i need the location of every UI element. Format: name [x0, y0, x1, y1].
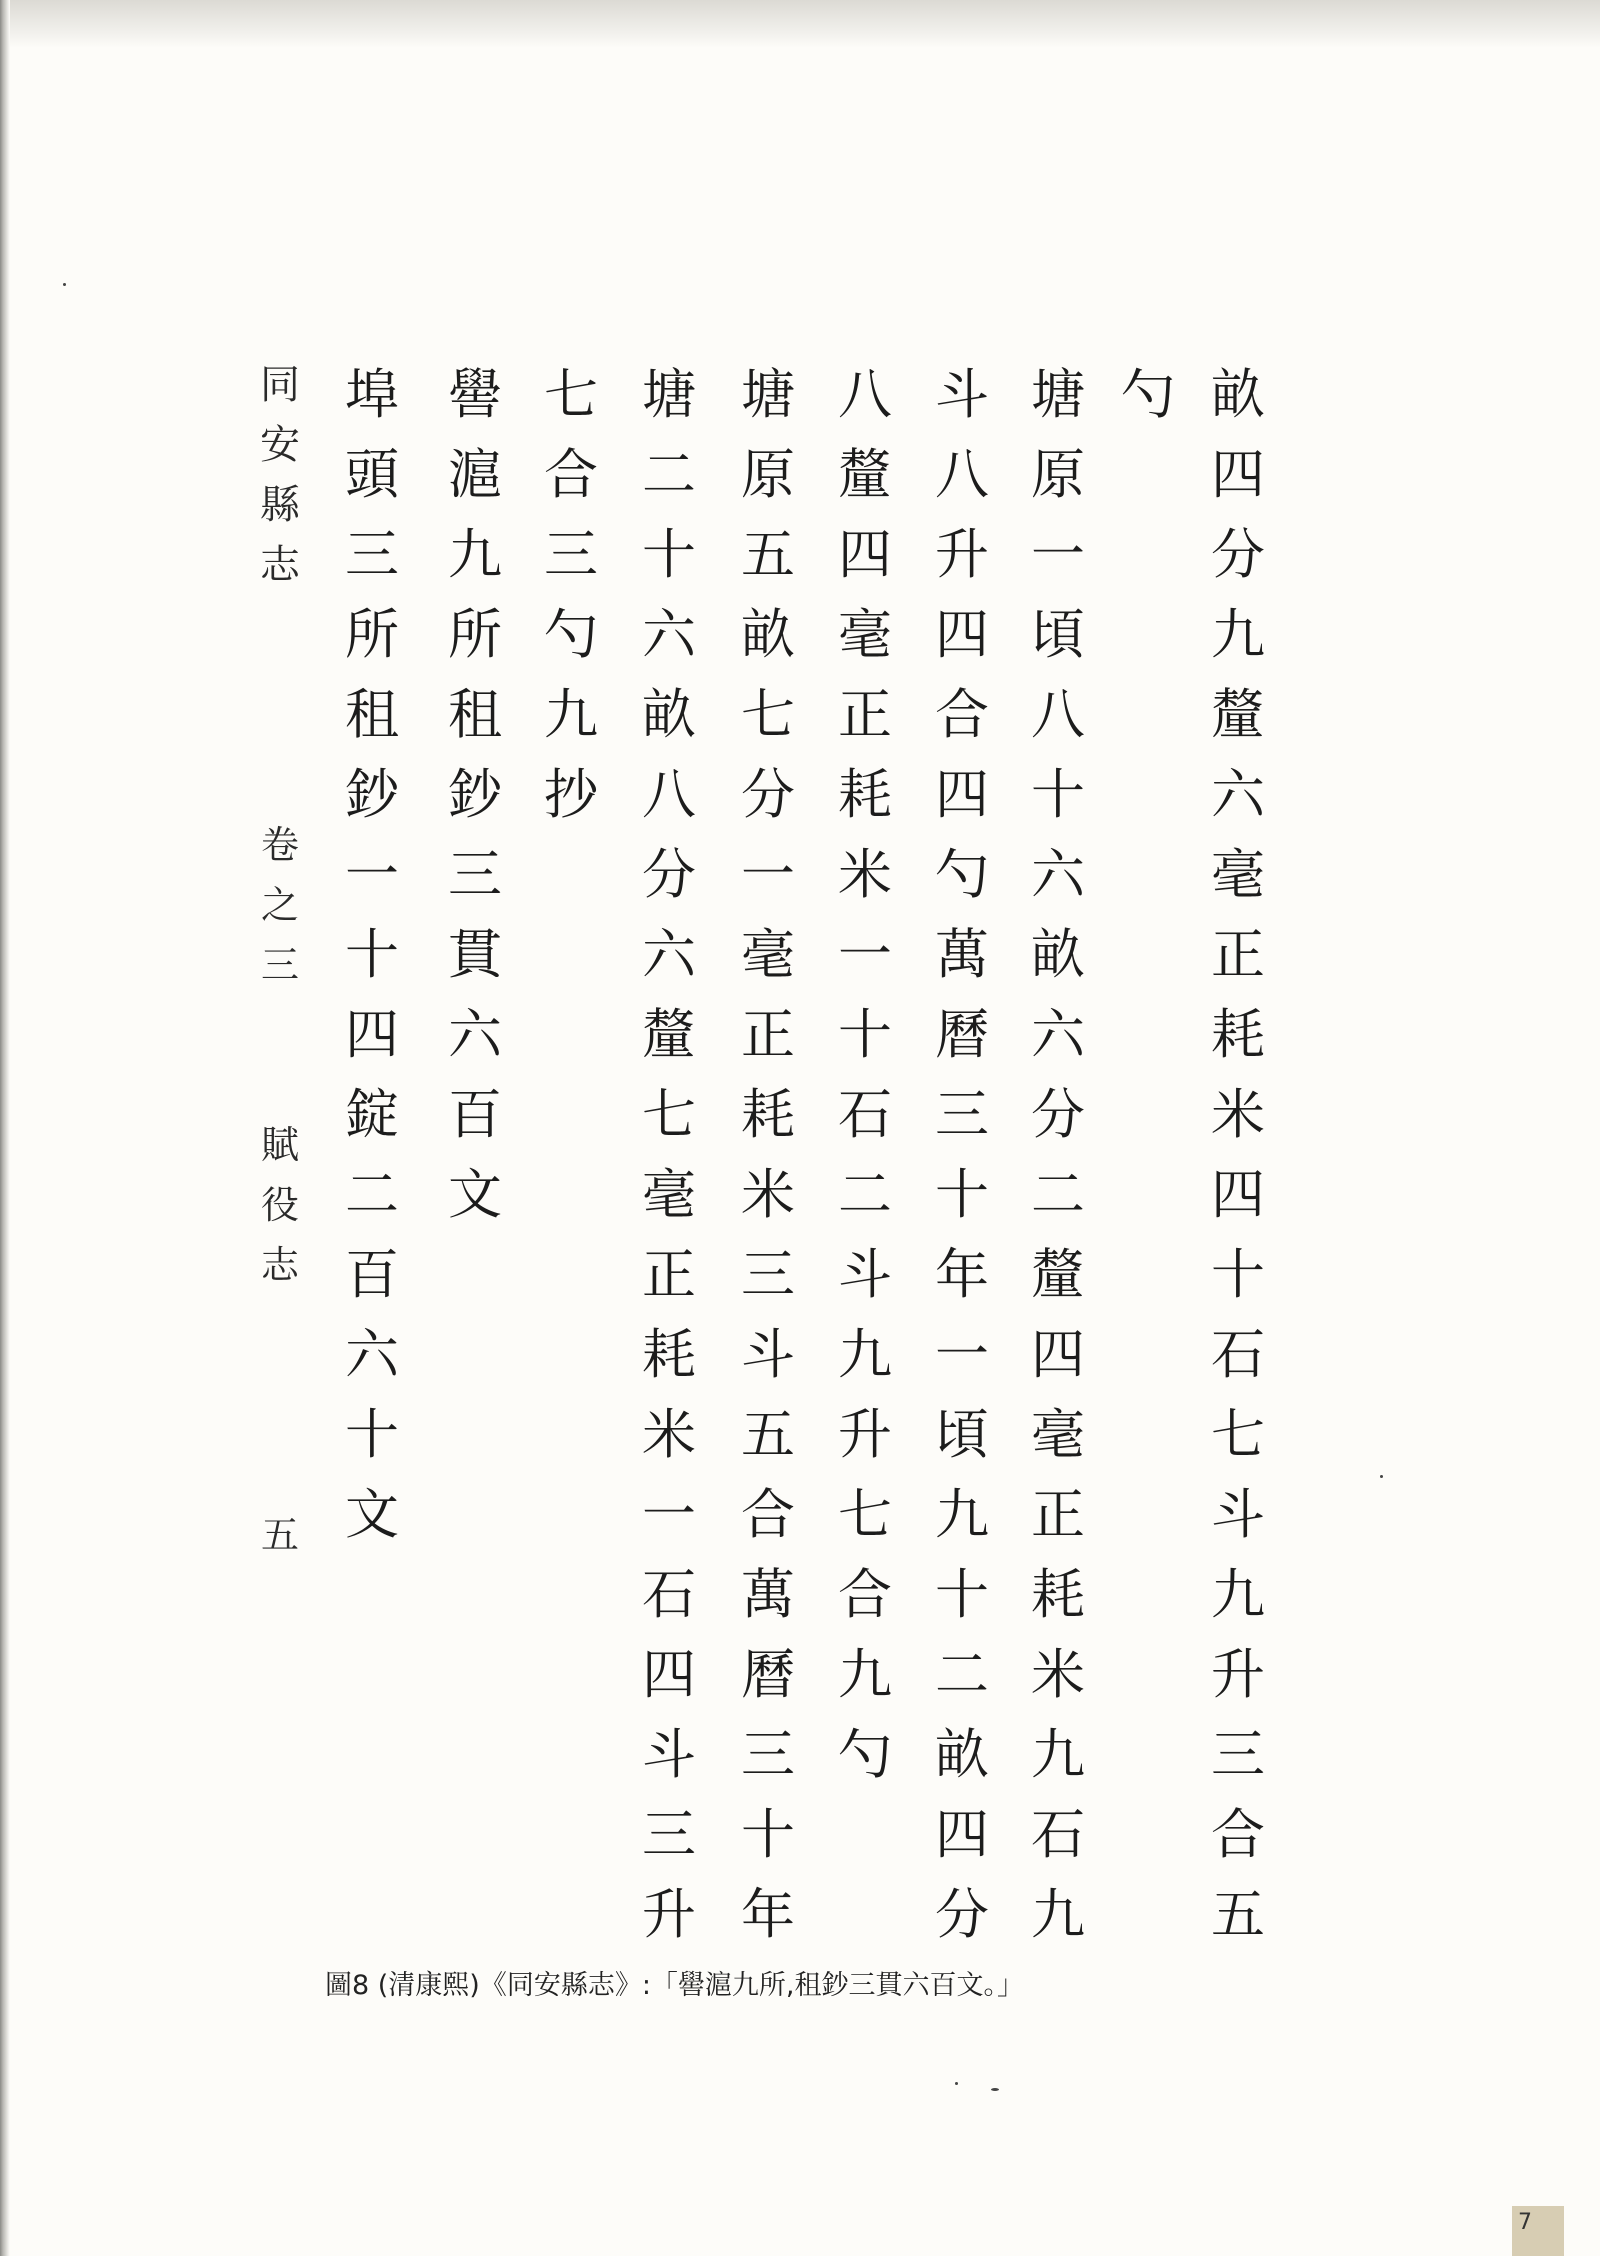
manuscript-glyph: 分 [1031, 1083, 1085, 1146]
manuscript-glyph: 貫 [448, 923, 502, 986]
manuscript-glyph: 米 [741, 1163, 795, 1226]
manuscript-glyph: 五 [741, 1403, 795, 1466]
manuscript-glyph: 九 [544, 683, 598, 746]
manuscript-glyph: 合 [838, 1563, 892, 1626]
manuscript-glyph: 六 [1031, 843, 1085, 906]
manuscript-glyph: 六 [642, 603, 696, 666]
manuscript-glyph: 鈔 [448, 763, 502, 826]
manuscript-glyph: 毫 [741, 923, 795, 986]
manuscript-glyph: 三 [1211, 1723, 1265, 1786]
manuscript-glyph: 二 [838, 1163, 892, 1226]
manuscript-glyph: 八 [838, 363, 892, 426]
manuscript-glyph: 升 [1211, 1643, 1265, 1706]
margin-glyph: 志 [260, 542, 300, 588]
manuscript-glyph: 十 [642, 523, 696, 586]
margin-chapter [250, 815, 310, 995]
manuscript-glyph: 十 [838, 1003, 892, 1066]
manuscript-glyph: 四 [838, 523, 892, 586]
margin-page-number [250, 1505, 310, 1565]
manuscript-column-3 [1013, 355, 1103, 1955]
manuscript-glyph: 頃 [935, 1403, 989, 1466]
manuscript-glyph: 一 [838, 923, 892, 986]
manuscript-glyph: 一 [741, 843, 795, 906]
manuscript-glyph: 石 [1211, 1323, 1265, 1386]
scan-speck [955, 2082, 958, 2085]
manuscript-glyph: 六 [1031, 1003, 1085, 1066]
manuscript-glyph: 十 [345, 923, 399, 986]
manuscript-glyph: 三 [642, 1803, 696, 1866]
manuscript-glyph: 十 [345, 1403, 399, 1466]
manuscript-glyph: 三 [741, 1723, 795, 1786]
manuscript-glyph: 所 [345, 603, 399, 666]
manuscript-glyph: 年 [741, 1883, 795, 1946]
manuscript-glyph: 六 [1211, 763, 1265, 826]
manuscript-glyph: 四 [642, 1643, 696, 1706]
manuscript-glyph: 耗 [741, 1083, 795, 1146]
manuscript-glyph: 十 [1211, 1243, 1265, 1306]
manuscript-glyph: 六 [345, 1323, 399, 1386]
manuscript-glyph: 塘 [1031, 363, 1085, 426]
manuscript-glyph: 釐 [1211, 683, 1265, 746]
manuscript-glyph: 四 [1211, 1163, 1265, 1226]
manuscript-glyph: 一 [1031, 523, 1085, 586]
margin-glyph: 縣 [260, 482, 300, 528]
manuscript-glyph: 斗 [1211, 1483, 1265, 1546]
manuscript-glyph: 五 [741, 523, 795, 586]
manuscript-glyph: 升 [642, 1883, 696, 1946]
manuscript-glyph: 九 [448, 523, 502, 586]
manuscript-glyph: 耗 [1211, 1003, 1265, 1066]
manuscript-glyph: 勺 [838, 1723, 892, 1786]
manuscript-glyph: 三 [741, 1243, 795, 1306]
manuscript-glyph: 分 [642, 843, 696, 906]
manuscript-glyph: 嚳 [448, 363, 502, 426]
scan-speck [1380, 1475, 1383, 1478]
page-number: 7 [1512, 2206, 1564, 2240]
manuscript-column-7 [624, 355, 714, 1955]
margin-glyph: 之 [260, 883, 299, 927]
manuscript-column-2 [1103, 355, 1193, 435]
manuscript-glyph: 毫 [1211, 843, 1265, 906]
manuscript-glyph: 十 [935, 1563, 989, 1626]
manuscript-glyph: 八 [642, 763, 696, 826]
manuscript-glyph: 斗 [642, 1723, 696, 1786]
manuscript-glyph: 石 [838, 1083, 892, 1146]
manuscript-glyph: 石 [642, 1563, 696, 1626]
manuscript-glyph: 文 [345, 1483, 399, 1546]
manuscript-glyph: 九 [838, 1323, 892, 1386]
manuscript-glyph: 一 [642, 1483, 696, 1546]
manuscript-glyph: 錠 [345, 1083, 399, 1146]
manuscript-glyph: 六 [448, 1003, 502, 1066]
manuscript-glyph: 四 [935, 1803, 989, 1866]
manuscript-glyph: 耗 [838, 763, 892, 826]
manuscript-glyph: 釐 [1031, 1243, 1085, 1306]
scan-speck [63, 283, 66, 286]
manuscript-column-5 [820, 355, 910, 1795]
manuscript-glyph: 九 [1211, 603, 1265, 666]
manuscript-glyph: 九 [838, 1643, 892, 1706]
manuscript-glyph: 升 [838, 1403, 892, 1466]
manuscript-glyph: 毫 [838, 603, 892, 666]
margin-glyph: 同 [260, 362, 300, 408]
manuscript-glyph: 租 [448, 683, 502, 746]
manuscript-glyph: 畝 [1211, 363, 1265, 426]
manuscript-glyph: 九 [935, 1483, 989, 1546]
manuscript-glyph: 四 [1211, 443, 1265, 506]
manuscript-glyph: 畝 [741, 603, 795, 666]
manuscript-glyph: 勺 [1121, 363, 1175, 426]
manuscript-glyph: 三 [935, 1083, 989, 1146]
margin-glyph: 安 [260, 422, 300, 468]
manuscript-column-8 [526, 355, 616, 835]
manuscript-glyph: 正 [1031, 1483, 1085, 1546]
manuscript-glyph: 正 [1211, 923, 1265, 986]
manuscript-glyph: 五 [1211, 1883, 1265, 1946]
manuscript-glyph: 正 [642, 1243, 696, 1306]
manuscript-glyph: 曆 [741, 1643, 795, 1706]
manuscript-glyph: 合 [544, 443, 598, 506]
manuscript-glyph: 鈔 [345, 763, 399, 826]
manuscript-column-4 [917, 355, 1007, 1955]
manuscript-glyph: 原 [741, 443, 795, 506]
manuscript-glyph: 畝 [935, 1723, 989, 1786]
figure-caption: 圖8 (清康熙)《同安縣志》:「嚳滬九所,租鈔三貫六百文。」 [325, 1970, 1025, 2001]
manuscript-column-1 [1193, 355, 1283, 1955]
margin-glyph: 卷 [260, 823, 299, 867]
manuscript-glyph: 二 [935, 1643, 989, 1706]
manuscript-glyph: 滬 [448, 443, 502, 506]
manuscript-glyph: 二 [345, 1163, 399, 1226]
margin-glyph: 役 [260, 1183, 299, 1227]
margin-glyph: 志 [260, 1243, 299, 1287]
manuscript-glyph: 二 [642, 443, 696, 506]
manuscript-glyph: 米 [1031, 1643, 1085, 1706]
manuscript-glyph: 年 [935, 1243, 989, 1306]
manuscript-glyph: 毫 [642, 1163, 696, 1226]
manuscript-glyph: 抄 [544, 763, 598, 826]
manuscript-glyph: 九 [1031, 1883, 1085, 1946]
margin-glyph: 三 [260, 943, 299, 987]
manuscript-glyph: 六 [642, 923, 696, 986]
manuscript-glyph: 頭 [345, 443, 399, 506]
manuscript-column-9 [430, 355, 520, 1235]
manuscript-glyph: 米 [1211, 1083, 1265, 1146]
manuscript-glyph: 畝 [642, 683, 696, 746]
manuscript-glyph: 七 [1211, 1403, 1265, 1466]
page-number-tab [1512, 2210, 1564, 2256]
manuscript-glyph: 畝 [1031, 923, 1085, 986]
manuscript-glyph: 租 [345, 683, 399, 746]
manuscript-glyph: 三 [544, 523, 598, 586]
manuscript-glyph: 塘 [642, 363, 696, 426]
margin-section [250, 1115, 310, 1295]
manuscript-glyph: 文 [448, 1163, 502, 1226]
margin-glyph: 五 [260, 1513, 299, 1557]
manuscript-glyph: 七 [544, 363, 598, 426]
manuscript-glyph: 耗 [1031, 1563, 1085, 1626]
scan-speck [991, 2088, 999, 2091]
manuscript-glyph: 耗 [642, 1323, 696, 1386]
manuscript-glyph: 八 [1031, 683, 1085, 746]
manuscript-glyph: 四 [345, 1003, 399, 1066]
manuscript-glyph: 埠 [345, 363, 399, 426]
manuscript-glyph: 釐 [838, 443, 892, 506]
manuscript-glyph: 斗 [838, 1243, 892, 1306]
manuscript-glyph: 一 [935, 1323, 989, 1386]
margin-glyph: 賦 [260, 1123, 299, 1167]
manuscript-glyph: 頃 [1031, 603, 1085, 666]
manuscript-glyph: 塘 [741, 363, 795, 426]
manuscript-glyph: 一 [345, 843, 399, 906]
manuscript-glyph: 所 [448, 603, 502, 666]
manuscript-glyph: 百 [345, 1243, 399, 1306]
manuscript-glyph: 勺 [935, 843, 989, 906]
manuscript-glyph: 斗 [741, 1323, 795, 1386]
manuscript-glyph: 九 [1031, 1723, 1085, 1786]
manuscript-glyph: 合 [1211, 1803, 1265, 1866]
manuscript-glyph: 七 [838, 1483, 892, 1546]
manuscript-glyph: 正 [838, 683, 892, 746]
manuscript-glyph: 升 [935, 523, 989, 586]
manuscript-glyph: 合 [935, 683, 989, 746]
manuscript-glyph: 三 [345, 523, 399, 586]
manuscript-glyph: 九 [1211, 1563, 1265, 1626]
manuscript-glyph: 米 [642, 1403, 696, 1466]
manuscript-glyph: 十 [741, 1803, 795, 1866]
manuscript-glyph: 原 [1031, 443, 1085, 506]
manuscript-glyph: 八 [935, 443, 989, 506]
manuscript-glyph: 合 [741, 1483, 795, 1546]
manuscript-glyph: 分 [741, 763, 795, 826]
manuscript-glyph: 分 [935, 1883, 989, 1946]
manuscript-glyph: 四 [935, 603, 989, 666]
manuscript-glyph: 二 [1031, 1163, 1085, 1226]
manuscript-glyph: 曆 [935, 1003, 989, 1066]
manuscript-glyph: 三 [448, 843, 502, 906]
manuscript-column-6 [723, 355, 813, 1955]
manuscript-glyph: 釐 [642, 1003, 696, 1066]
manuscript-glyph: 毫 [1031, 1403, 1085, 1466]
manuscript-glyph: 十 [935, 1163, 989, 1226]
manuscript-glyph: 勺 [544, 603, 598, 666]
manuscript-column-10 [327, 355, 417, 1555]
manuscript-glyph: 萬 [935, 923, 989, 986]
manuscript-glyph: 正 [741, 1003, 795, 1066]
manuscript-glyph: 米 [838, 843, 892, 906]
manuscript-glyph: 斗 [935, 363, 989, 426]
manuscript-glyph: 四 [1031, 1323, 1085, 1386]
manuscript-glyph: 四 [935, 763, 989, 826]
manuscript-glyph: 十 [1031, 763, 1085, 826]
manuscript-glyph: 萬 [741, 1563, 795, 1626]
manuscript-glyph: 七 [642, 1083, 696, 1146]
manuscript-glyph: 分 [1211, 523, 1265, 586]
margin-book-title [250, 355, 310, 595]
manuscript-glyph: 石 [1031, 1803, 1085, 1866]
manuscript-glyph: 百 [448, 1083, 502, 1146]
manuscript-glyph: 七 [741, 683, 795, 746]
